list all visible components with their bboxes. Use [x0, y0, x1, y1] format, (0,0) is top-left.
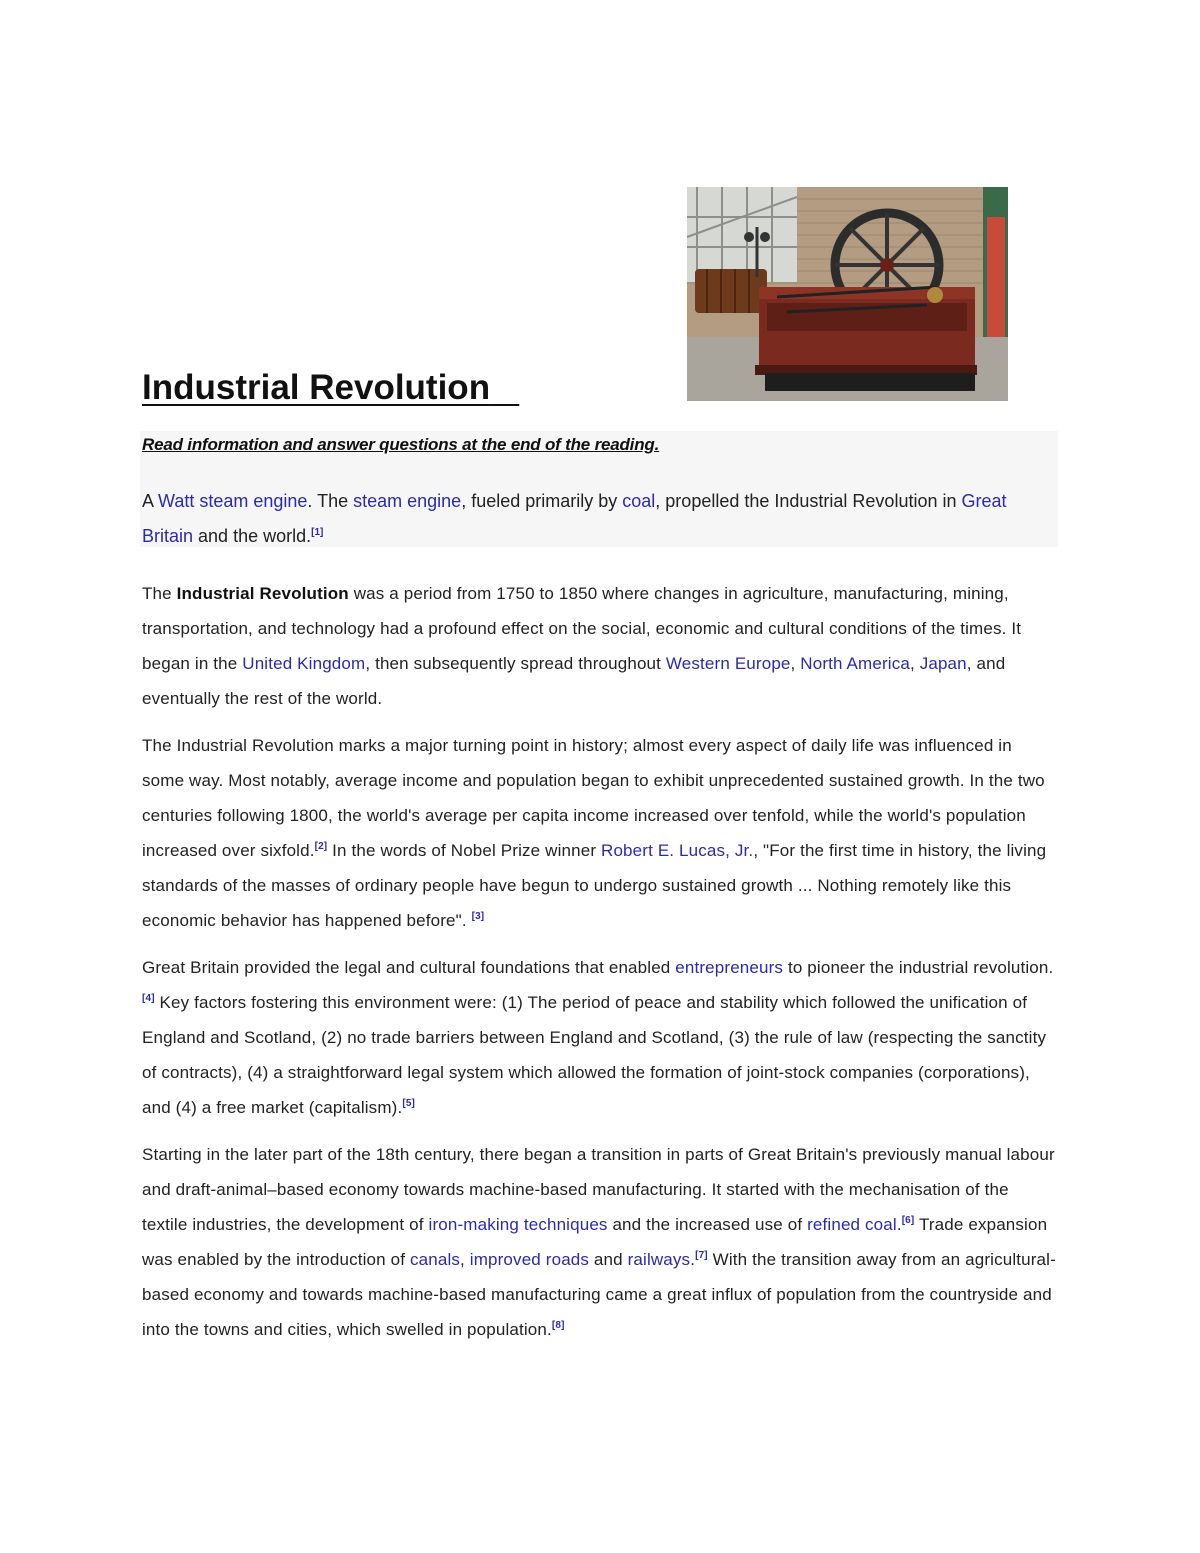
link-united-kingdom[interactable]: United Kingdom [242, 654, 366, 673]
caption-text: , fueled primarily by [461, 491, 623, 511]
paragraph-text: The [142, 584, 177, 603]
page-title-text: Industrial Revolution [142, 368, 491, 407]
paragraph-text: , then subsequently spread throughout [365, 654, 666, 673]
link-entrepreneurs[interactable]: entrepreneurs [675, 958, 784, 977]
caption-text: A [142, 491, 159, 511]
link-watt-steam-engine[interactable]: Watt steam engine [158, 491, 308, 511]
caption-text: , propelled the Industrial Revolution in [655, 491, 962, 511]
citation-ref-4[interactable]: [4] [142, 993, 155, 1004]
paragraph-text: was a period from 1750 to 1850 where changes in agriculture, manufacturing, mining, transportation, and technology had a profound effect on the social, economic and cultural conditions of the times. It began in the [142, 584, 1022, 673]
paragraph-3 [142, 950, 1058, 1125]
paragraph-text: , [790, 654, 801, 673]
paragraph-text: and the increased use of [607, 1215, 808, 1234]
link-great-britain[interactable]: Great Britain [142, 491, 1007, 546]
paragraph-4 [142, 1137, 1058, 1347]
link-robert-lucas[interactable]: Robert E. Lucas, Jr. [601, 841, 754, 860]
paragraph-text: , "For the first time in history, the living standards of the masses of ordinary people have begun to undergo sustained growth ... Nothing remotely like this economic behavior has happened before". [142, 841, 1047, 930]
citation-ref-6[interactable]: [6] [901, 1215, 915, 1226]
citation-ref-2[interactable]: [2] [314, 841, 328, 852]
paragraph-text: to pioneer the industrial revolution. [783, 958, 1054, 977]
citation-ref-5[interactable]: [5] [402, 1098, 416, 1109]
reading-instructions: Read information and answer questions at the end of the reading. [142, 435, 660, 454]
link-japan[interactable]: Japan [919, 654, 967, 673]
link-western-europe[interactable]: Western Europe [665, 654, 791, 673]
paragraph-2 [142, 728, 1058, 938]
article-body [142, 576, 1058, 1347]
link-coal[interactable]: coal [622, 491, 656, 511]
link-canals[interactable]: canals [409, 1250, 461, 1269]
citation-ref-8[interactable]: [8] [551, 1320, 565, 1331]
paragraph-text: With the transition away from an agricultural-based economy and towards machine-based manufacturing came a great influx of population from the countryside and into the towns and cities, which swelled in population. [142, 1250, 1056, 1339]
steam-engine-photo [687, 187, 1008, 401]
paragraph-text: . [896, 1215, 902, 1234]
caption-text: . The [307, 491, 354, 511]
link-improved-roads[interactable]: improved roads [469, 1250, 590, 1269]
citation-ref-7[interactable]: [7] [695, 1250, 708, 1261]
link-railways[interactable]: railways [627, 1250, 691, 1269]
paragraph-text: . [690, 1250, 696, 1269]
caption-text: and the world. [193, 526, 312, 546]
page-title [142, 362, 519, 414]
paragraph-text: , and eventually the rest of the world. [142, 654, 1006, 708]
citation-ref-3[interactable]: [3] [471, 911, 485, 922]
paragraph-text: and [589, 1250, 628, 1269]
paragraph-1 [142, 576, 1058, 716]
link-north-america[interactable]: North America [800, 654, 910, 673]
paragraph-text: The Industrial Revolution marks a major turning point in history; almost every aspect of daily life was influenced in some way. Most notably, average income and population began to exhibit unprecedented sustained growth. In the two centuries following 1800, the world's average per capita income increased over tenfold, while the world's population increased over sixfold. [142, 736, 1045, 860]
link-iron-making-techniques[interactable]: iron-making techniques [428, 1215, 608, 1234]
image-caption [142, 484, 1054, 554]
citation-ref-1[interactable]: [1] [311, 527, 324, 538]
link-refined-coal[interactable]: refined coal [807, 1215, 897, 1234]
paragraph-text: Trade expansion was enabled by the introduction of [142, 1215, 1048, 1269]
paragraph-text: , [909, 654, 920, 673]
paragraph-text: Great Britain provided the legal and cultural foundations that enabled [142, 958, 676, 977]
paragraph-text: Starting in the later part of the 18th century, there began a transition in parts of Great Britain's previously manual labour and draft-animal–based economy towards machine-based manufacturing. It started with the mechanisation of the textile industries, the development of [142, 1145, 1055, 1234]
paragraph-text: , [460, 1250, 470, 1269]
paragraph-text: Key factors fostering this environment were: (1) The period of peace and stability which followed the unification of England and Scotland, (2) no trade barriers between England and Scotland, (3) the rule of law (respecting the sanctity of contracts), (4) a straightforward legal system which allowed the formation of joint-stock companies (corporations), and (4) a free market (capitalism). [142, 993, 1047, 1117]
link-steam-engine[interactable]: steam engine [353, 491, 462, 511]
bold-term: Industrial Revolution [176, 584, 349, 603]
paragraph-text: In the words of Nobel Prize winner [327, 841, 602, 860]
